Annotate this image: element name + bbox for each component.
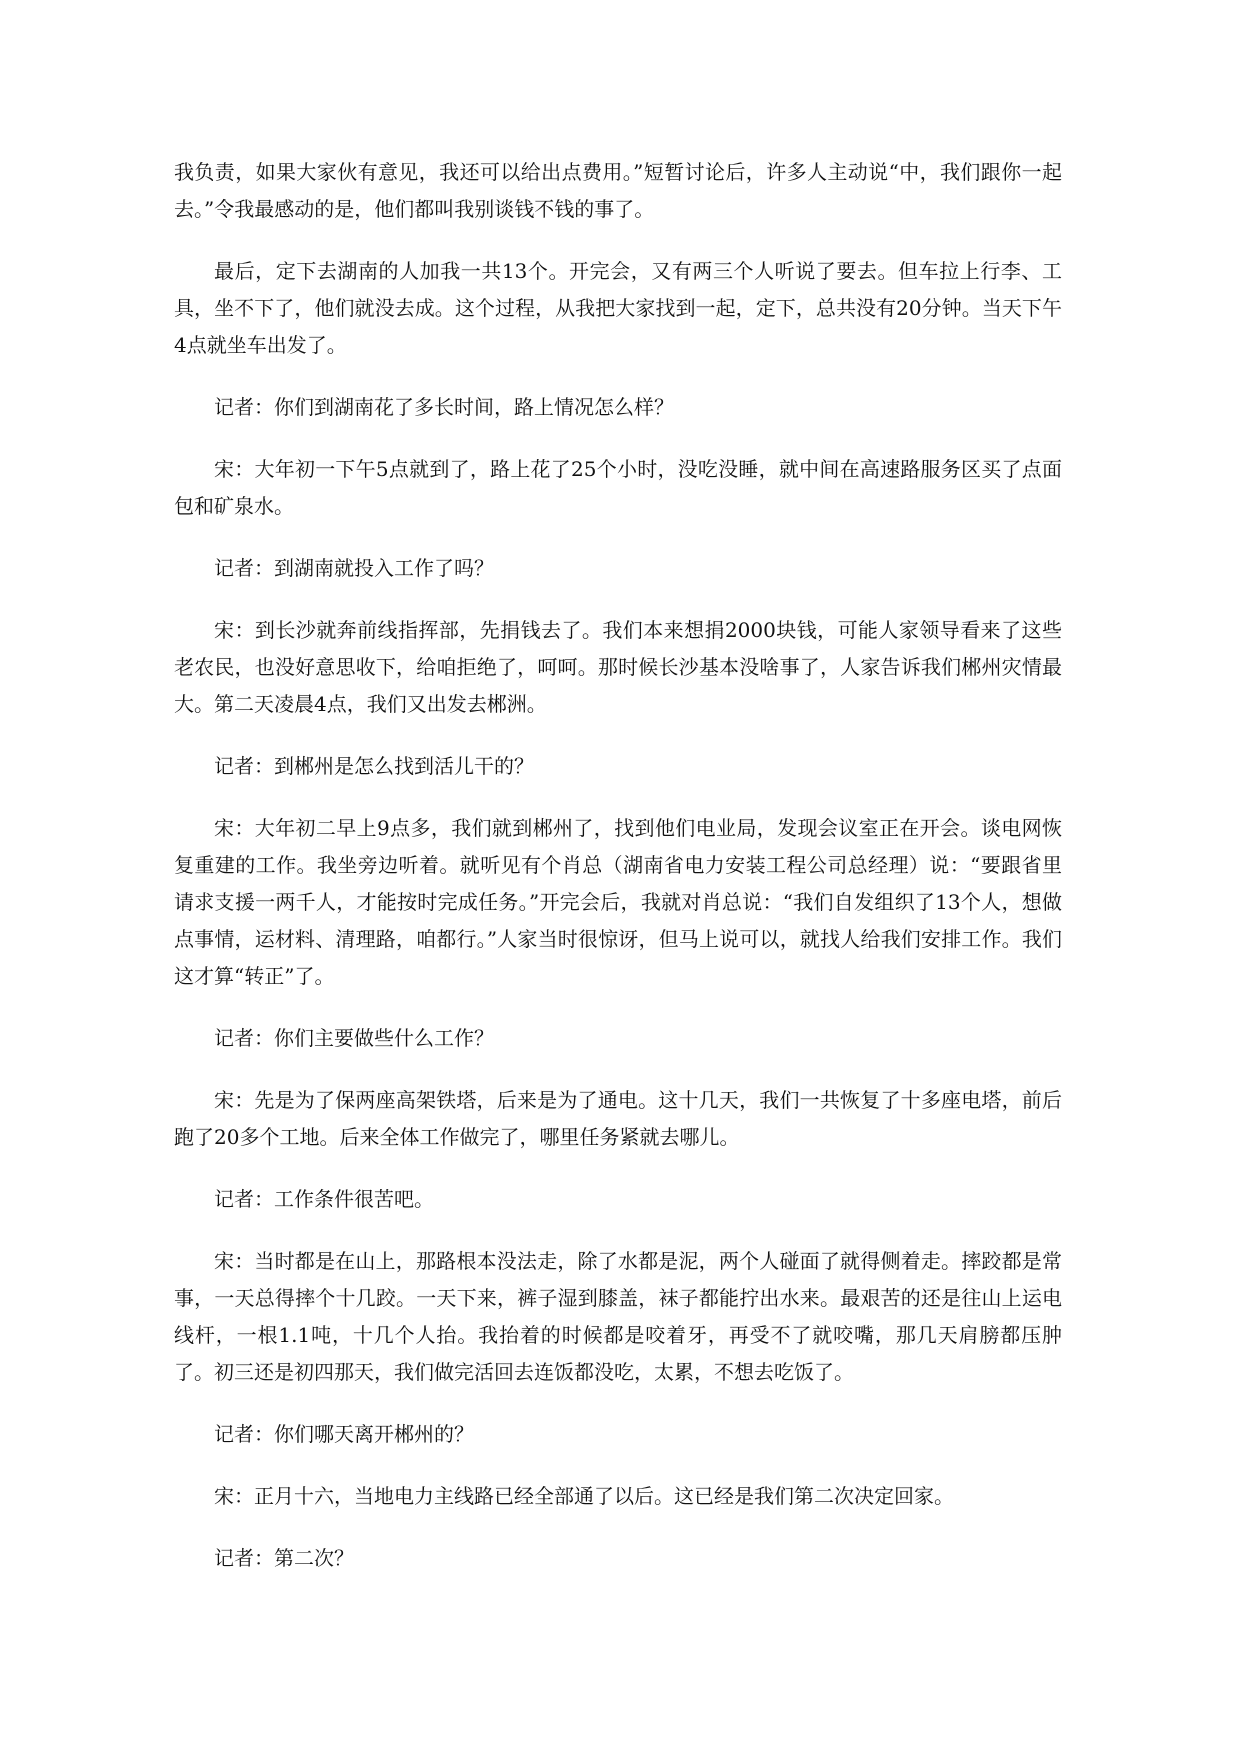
paragraph: 记者：工作条件很苦吧。 [214,1187,434,1211]
paragraph: 最后，定下去湖南的人加我一共13个。开完会，又有两三个人听说了要去。但车拉上行李、工具，坐不下了，他们就没去成。这个过程，从我把大家找到一起，定下，总共没有20分钟。当天下午4点就坐车出发了。 [174,259,1062,357]
paragraph: 宋：大年初一下午5点就到了，路上花了25个小时，没吃没睡，就中间在高速路服务区买了点面包和矿泉水。 [174,457,1062,518]
document-body [174,154,1062,1602]
paragraph: 我负责，如果大家伙有意见，我还可以给出点费用。”短暂讨论后，许多人主动说“中，我们跟你一起去。”令我最感动的是，他们都叫我别谈钱不钱的事了。 [174,160,1062,221]
paragraph: 记者：你们到湖南花了多长时间，路上情况怎么样？ [214,395,674,419]
paragraph: 记者：第二次？ [214,1546,354,1570]
paragraph: 宋：当时都是在山上，那路根本没法走，除了水都是泥，两个人碰面了就得侧着走。摔跤都是常事，一天总得摔个十几跤。一天下来，裤子湿到膝盖，袜子都能拧出水来。最艰苦的还是往山上运电线杆，一根1.1吨，十几个人抬。我抬着的时候都是咬着牙，再受不了就咬嘴，那几天肩膀都压肿了。初三还是初四那天，我们做完活回去连饭都没吃，太累，不想去吃饭了。 [174,1249,1062,1384]
paragraph: 宋：大年初二早上9点多，我们就到郴州了，找到他们电业局，发现会议室正在开会。谈电网恢复重建的工作。我坐旁边听着。就听见有个肖总（湖南省电力安装工程公司总经理）说：“要跟省里请求支援一两千人，才能按时完成任务。”开完会后，我就对肖总说：“我们自发组织了13个人，想做点事情，运材料、清理路，咱都行。”人家当时很惊讶，但马上说可以，就找人给我们安排工作。我们这才算“转正”了。 [174,816,1062,988]
paragraph: 记者：你们哪天离开郴州的？ [214,1422,474,1446]
paragraph: 宋：正月十六，当地电力主线路已经全部通了以后。这已经是我们第二次决定回家。 [214,1484,954,1508]
paragraph: 宋：先是为了保两座高架铁塔，后来是为了通电。这十几天，我们一共恢复了十多座电塔，前后跑了20多个工地。后来全体工作做完了，哪里任务紧就去哪儿。 [174,1088,1062,1149]
paragraph: 记者：你们主要做些什么工作？ [214,1026,494,1050]
paragraph: 记者：到郴州是怎么找到活儿干的？ [214,754,534,778]
paragraph: 宋：到长沙就奔前线指挥部，先捐钱去了。我们本来想捐2000块钱，可能人家领导看来了这些老农民，也没好意思收下，给咱拒绝了，呵呵。那时候长沙基本没啥事了，人家告诉我们郴州灾情最大。第二天凌晨4点，我们又出发去郴洲。 [174,618,1062,716]
paragraph: 记者：到湖南就投入工作了吗？ [214,556,494,580]
